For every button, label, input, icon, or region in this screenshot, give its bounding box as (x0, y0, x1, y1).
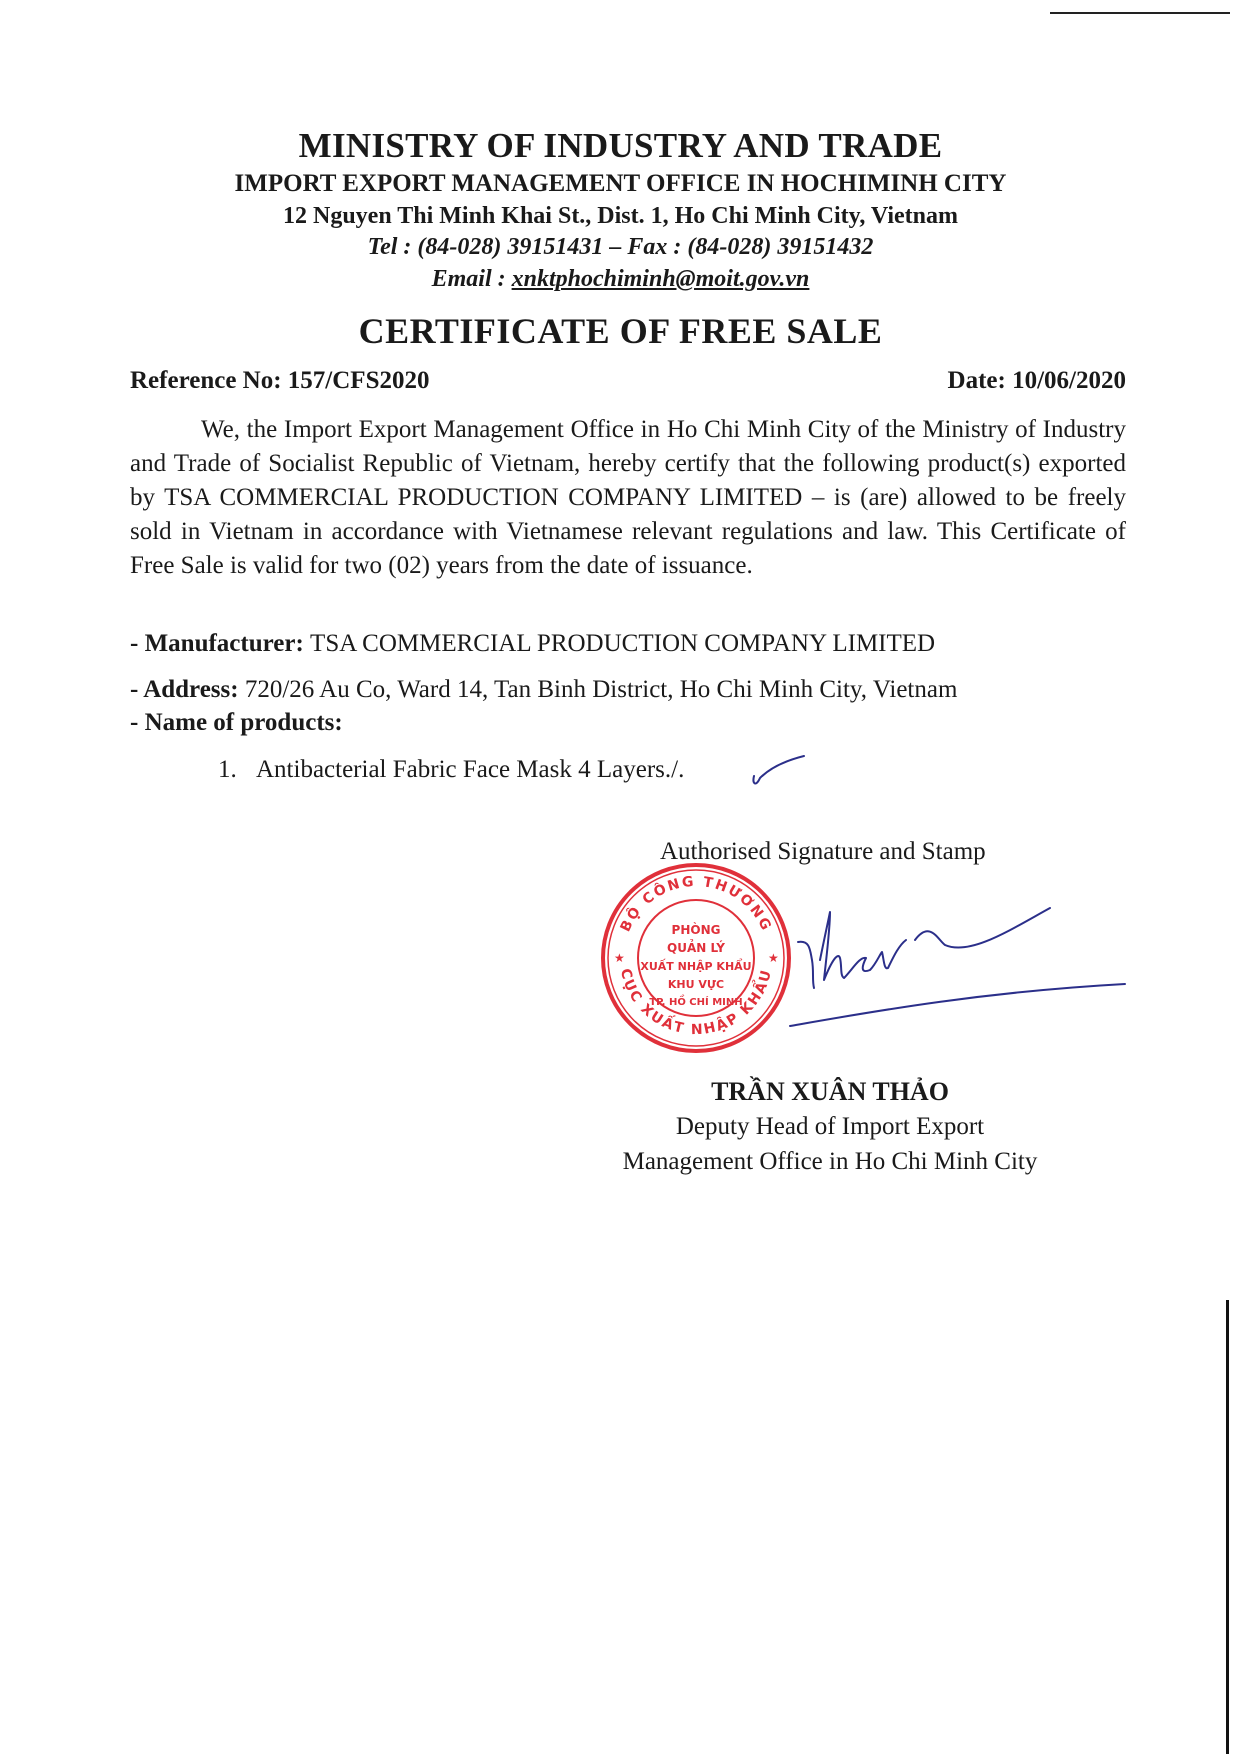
svg-text:QUẢN LÝ: QUẢN LÝ (667, 941, 725, 955)
certificate-body-text: We, the Import Export Management Office in Ho Chi Minh City of the Ministry of Industry and Trade of Socialist Republic of Vietnam, hereby certify that the following product(s) exported by TSA COMMERCIAL PRODUCTION COMPANY LIMITED – is (are) allowed to be freely sold in Vietnam in accordance with Vietnamese relevant regulations and law. This Certificate of Free Sale is valid for two (02) years from the date of issuance. (130, 416, 1126, 579)
signer-title-line-2: Management Office in Ho Chi Minh City (622, 1148, 1038, 1175)
authorised-signature-label: Authorised Signature and Stamp (660, 838, 986, 865)
svg-text:★: ★ (768, 951, 779, 965)
document-date (948, 367, 1126, 395)
signer-name: TRẦN XUÂN THẢO (711, 1077, 949, 1106)
scan-edge-line-right (1226, 1300, 1229, 1754)
product-number: 1. (218, 756, 237, 783)
products-field (130, 709, 343, 737)
official-stamp (596, 858, 796, 1058)
document-title: CERTIFICATE OF FREE SALE (358, 311, 883, 351)
office-email-line (0, 266, 1241, 293)
reference-number: 157/CFS2020 (287, 367, 430, 394)
handwritten-signature (780, 900, 1130, 1040)
address-value: 720/26 Au Co, Ward 14, Tan Binh District, Ho Chi Minh City, Vietnam (244, 676, 958, 703)
date-label: Date: (947, 367, 1013, 394)
manufacturer-field (130, 630, 935, 658)
products-label: - Name of products: (130, 709, 343, 736)
signer-title-line-1: Deputy Head of Import Export (675, 1113, 985, 1140)
email-label: Email : (431, 266, 512, 292)
reference-row (130, 367, 1126, 395)
svg-text:KHU VỰC: KHU VỰC (667, 978, 725, 991)
svg-text:BỘ CÔNG THƯƠNG: BỘ CÔNG THƯƠNG (617, 873, 775, 935)
date-value: 10/06/2020 (1012, 367, 1126, 394)
office-heading: IMPORT EXPORT MANAGEMENT OFFICE IN HOCHIMINH CITY (234, 170, 1007, 197)
product-name: Antibacterial Fabric Face Mask 4 Layers./. (256, 756, 685, 783)
svg-text:TP. HỒ CHÍ MINH: TP. HỒ CHÍ MINH (649, 997, 743, 1008)
email-link[interactable]: xnktphochiminh@moit.gov.vn (511, 266, 810, 292)
manufacturer-label: - Manufacturer: (130, 630, 311, 657)
svg-text:★: ★ (614, 951, 625, 965)
svg-text:PHÒNG: PHÒNG (671, 923, 721, 937)
office-address: 12 Nguyen Thi Minh Khai St., Dist. 1, Ho Chi Minh City, Vietnam (283, 203, 958, 229)
svg-text:CỤC XUẤT NHẬP KHẨU: CỤC XUẤT NHẬP KHẨU (616, 967, 776, 1039)
manufacturer-value: TSA COMMERCIAL PRODUCTION COMPANY LIMITED (310, 630, 936, 657)
list-item (218, 756, 684, 784)
ministry-heading: MINISTRY OF INDUSTRY AND TRADE (298, 126, 943, 165)
handwritten-check-mark-icon (748, 754, 808, 788)
office-tel-fax: Tel : (84-028) 39151431 – Fax : (84-028) 39151432 (367, 234, 874, 260)
address-label: - Address: (130, 676, 245, 703)
reference-label: Reference No: (130, 367, 288, 394)
svg-text:XUẤT NHẬP KHẨU: XUẤT NHẬP KHẨU (640, 960, 752, 973)
address-field (130, 676, 957, 704)
scan-edge-line-top (1050, 12, 1230, 14)
